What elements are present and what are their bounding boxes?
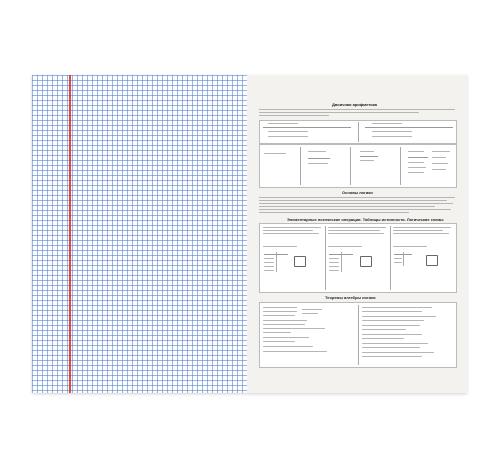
text-line [259, 197, 455, 198]
logic-title: Основы логики [342, 190, 373, 195]
grid-page[interactable] [32, 75, 247, 393]
margin-line [69, 75, 71, 393]
addition-table [259, 120, 457, 144]
text-line [259, 212, 409, 213]
or-gate-icon [360, 256, 372, 267]
and-gate-icon [294, 256, 306, 267]
laws-title: Теоремы алгебры логики [325, 295, 376, 300]
text-line [259, 115, 329, 116]
truth-tables-panel [259, 223, 457, 293]
text-line [259, 206, 435, 207]
text-line [259, 112, 419, 113]
operations-examples-table [259, 144, 457, 188]
arithmetic-title: Двоичная арифметика [332, 102, 377, 107]
text-line [259, 200, 447, 201]
laws-panel [259, 302, 457, 368]
text-line [259, 203, 453, 204]
notebook [32, 75, 467, 393]
text-line [259, 209, 451, 210]
info-page [247, 75, 467, 393]
not-gate-icon [426, 255, 438, 266]
operations-title: Элементарные логические операции. Таблицы истинности. Логические схемы [287, 217, 444, 222]
text-line [259, 109, 455, 110]
